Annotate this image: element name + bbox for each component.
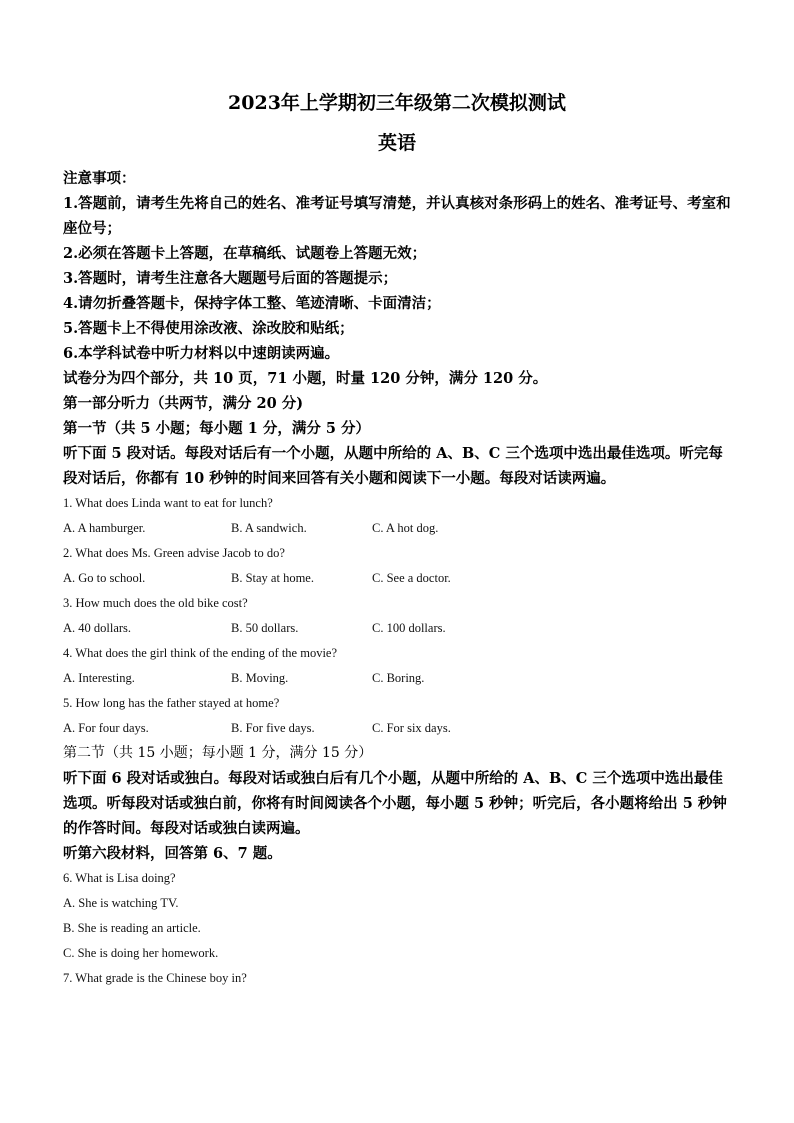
exam-title: 2023年上学期初三年级第二次模拟测试 <box>228 92 566 114</box>
note-item: 6.本学科试卷中听力材料以中速朗读两遍。 <box>63 345 340 362</box>
option-a: A. For four days. <box>63 721 149 735</box>
option-b: B. She is reading an article. <box>63 921 201 935</box>
question-options <box>63 566 731 591</box>
question-options <box>63 516 731 541</box>
question-options <box>63 716 731 741</box>
option-c: C. Boring. <box>372 671 425 685</box>
option-a: A. A hamburger. <box>63 521 146 535</box>
option-a: A. Go to school. <box>63 571 146 585</box>
option-c: C. A hot dog. <box>372 521 439 535</box>
question-options <box>63 666 731 691</box>
option-a: A. She is watching TV. <box>63 896 179 910</box>
option-a: A. 40 dollars. <box>63 621 132 635</box>
exam-page <box>63 90 731 991</box>
section1-heading: 第一节（共 5 小题；每小题 1 分，满分 5 分） <box>63 420 371 437</box>
note-item: 3.答题时，请考生注意各大题题号后面的答题提示； <box>63 270 398 287</box>
question-stem: 3. How much does the old bike cost? <box>63 596 248 610</box>
note-item: 5.答题卡上不得使用涂改液、涂改胶和贴纸； <box>63 320 354 337</box>
option-b: B. 50 dollars. <box>231 621 299 635</box>
option-b: B. Moving. <box>231 671 289 685</box>
question-stem: 4. What does the girl think of the ending of the movie? <box>63 646 338 660</box>
question-stem: 5. How long has the father stayed at home? <box>63 696 280 710</box>
material-note: 听第六段材料，回答第 6、7 题。 <box>63 845 282 862</box>
section2-heading: 第二节（共 15 小题；每小题 1 分，满分 15 分） <box>63 745 373 761</box>
part1-heading: 第一部分听力（共两节，满分 20 分) <box>63 395 304 412</box>
section1-instructions: 听下面 5 段对话。每段对话后有一个小题，从题中所给的 A、B、C 三个选项中选出最佳选项。听完每段对话后，你都有 10 秒钟的时间来回答有关小题和阅读下一小题。每段对话读两遍。 <box>63 445 723 487</box>
question-options <box>63 616 731 641</box>
question-stem: 2. What does Ms. Green advise Jacob to do? <box>63 546 285 560</box>
option-a: A. Interesting. <box>63 671 135 685</box>
question-stem: 1. What does Linda want to eat for lunch? <box>63 496 273 510</box>
option-c: C. See a doctor. <box>372 571 451 585</box>
option-b: B. A sandwich. <box>231 521 307 535</box>
exam-summary: 试卷分为四个部分，共 10 页，71 小题，时量 120 分钟，满分 120 分。 <box>63 370 548 387</box>
exam-subject: 英语 <box>377 132 416 154</box>
option-c: C. 100 dollars. <box>372 621 446 635</box>
note-item: 2.必须在答题卡上答题，在草稿纸、试题卷上答题无效； <box>63 245 427 262</box>
option-b: B. For five days. <box>231 721 315 735</box>
question-stem: 6. What is Lisa doing? <box>63 871 176 885</box>
option-c: C. For six days. <box>372 721 451 735</box>
question-stem: 7. What grade is the Chinese boy in? <box>63 971 247 985</box>
notes-heading: 注意事项： <box>63 170 136 187</box>
note-item: 4.请勿折叠答题卡，保持字体工整、笔迹清晰、卡面清洁； <box>63 295 441 312</box>
option-b: B. Stay at home. <box>231 571 314 585</box>
section2-instructions: 听下面 6 段对话或独白。每段对话或独白后有几个小题，从题中所给的 A、B、C 三个选项中选出最佳选项。听每段对话或独白前，你将有时间阅读各个小题，每小题 5 秒钟；听完后，各小题将给出 5 秒钟的作答时间。每段对话或独白读两遍。 <box>63 770 727 837</box>
option-c: C. She is doing her homework. <box>63 946 219 960</box>
note-item: 1.答题前，请考生先将自己的姓名、准考证号填写清楚，并认真核对条形码上的姓名、准考证号、考室和座位号； <box>63 195 731 237</box>
